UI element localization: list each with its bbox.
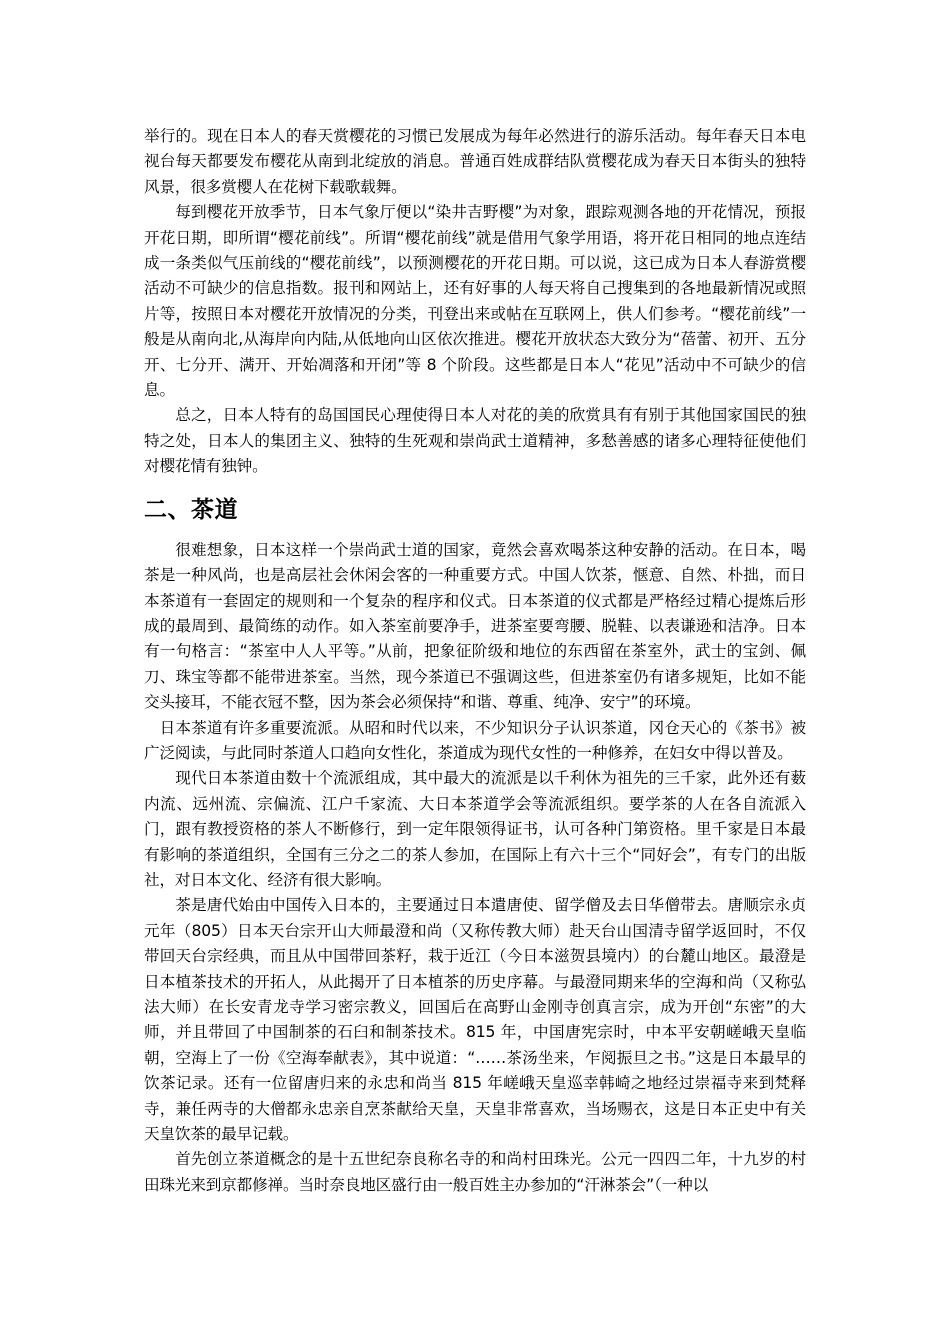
body-paragraph: 很难想象，日本这样一个崇尚武士道的国家，竟然会喜欢喝茶这种安静的活动。在日本，喝茶是一种风尚，也是高层社会休闲会客的一种重要方式。中国人饮茶，惬意、自然、朴拙，而日本茶道有一套固定的规则和一个复杂的程序和仪式。日本茶道的仪式都是严格经过精心提炼后形成的最周到、最简练的动作。如入茶室前要净手，进茶室要弯腰、脱鞋、以表谦逊和洁净。日本有一句格言：“茶室中人人平等。”从前，把象征阶级和地位的东西留在茶室外，武士的宝剑、佩刀、珠宝等都不能带进茶室。当然，现今茶道已不强调这些，但进茶室仍有诸多规矩，比如不能交头接耳，不能衣冠不整，因为茶会必须保持“和谐、尊重、纯净、安宁”的环境。 (144, 540, 806, 712)
body-paragraph: 日本茶道有许多重要流派。从昭和时代以来，不少知识分子认识茶道，冈仓天心的《茶书》被广泛阅读，与此同时茶道人口趋向女性化，茶道成为现代女性的一种修养，在妇女中得以普及。 (144, 718, 806, 762)
section-heading: 二、茶道 (144, 496, 238, 523)
body-paragraph: 举行的。现在日本人的春天赏樱花的习惯已发展成为每年必然进行的游乐活动。每年春天日本电视台每天都要发布樱花从南到北绽放的消息。普通百姓成群结队赏樱花成为春天日本街头的独特风景，很多赏樱人在花树下载歌载舞。 (144, 127, 806, 196)
document-page (144, 124, 806, 1198)
body-paragraph: 总之，日本人特有的岛国国民心理使得日本人对花的美的欣赏具有有别于其他国家国民的独特之处，日本人的集团主义、独特的生死观和崇尚武士道精神，多愁善感的诸多心理特征使他们对樱花情有独钟。 (144, 406, 806, 476)
body-paragraph: 茶是唐代始由中国传入日本的，主要通过日本遣唐使、留学僧及去日华僧带去。唐顺宗永贞元年（805）日本天台宗开山大师最澄和尚（又称传教大师）赴天台山国清寺留学返回时，不仅带回天台宗经典，而且从中国带回茶籽，栽于近江（今日本滋贺县境内）的台麓山地区。最澄是日本植茶技术的开拓人，从此揭开了日本植茶的历史序幕。与最澄同期来华的空海和尚（又称弘法大师）在长安青龙寺学习密宗教义，回国后在高野山金刚寺创真言宗，成为开创“东密”的大师，并且带回了中国制茶的石臼和制茶技术。815 年，中国唐宪宗时，中本平安朝嵯峨天皇临朝，空海上了一份《空海奉献表》，其中说道：“……茶汤坐来，乍阅振旦之书。”这是日本最早的饮茶记录。还有一位留唐归来的永忠和尚当 815 年嵯峨天皇巡幸韩崎之地经过崇福寺来到梵释寺，兼任两寺的大僧都永忠亲自烹茶献给天皇，天皇非常喜欢，当场赐衣，这是日本正史中有关天皇饮茶的最早记载。 (144, 896, 806, 1144)
body-paragraph: 首先创立茶道概念的是十五世纪奈良称名寺的和尚村田珠光。公元一四四二年，十九岁的村田珠光来到京都修禅。当时奈良地区盛行由一般百姓主办参加的“汗淋茶会”（一种以 (144, 1150, 806, 1194)
body-paragraph: 每到樱花开放季节，日本气象厅便以“染井吉野樱”为对象，跟踪观测各地的开花情况，预报开花日期，即所谓“樱花前线”。所谓“樱花前线”就是借用气象学用语，将开花日相同的地点连结成一条类似气压前线的“樱花前线”，以预测樱花的开花日期。可以说，这已成为日本人春游赏樱活动不可缺少的信息指数。报刊和网站上，还有好事的人每天将自己搜集到的各地最新情况或照片等，按照日本对樱花开放情况的分类，刊登出来或帖在互联网上，供人们参考。“樱花前线”一般是从南向北,从海岸向内陆,从低地向山区依次推进。樱花开放状态大致分为“蓓蕾、初开、五分开、七分开、满开、开始凋落和开闭”等 8 个阶段。这些都是日本人“花见”活动中不可缺少的信息。 (144, 203, 806, 400)
body-paragraph: 现代日本茶道由数十个流派组成，其中最大的流派是以千利休为祖先的三千家，此外还有薮内流、远州流、宗偏流、江户千家流、大日本茶道学会等流派组织。要学茶的人在各自流派入门，跟有教授资格的茶人不断修行，到一定年限领得证书，认可各种门第资格。里千家是日本最有影响的茶道组织，全国有三分之二的茶人参加，在国际上有六十三个“同好会”，有专门的出版社，对日本文化、经济有很大影响。 (144, 769, 806, 889)
